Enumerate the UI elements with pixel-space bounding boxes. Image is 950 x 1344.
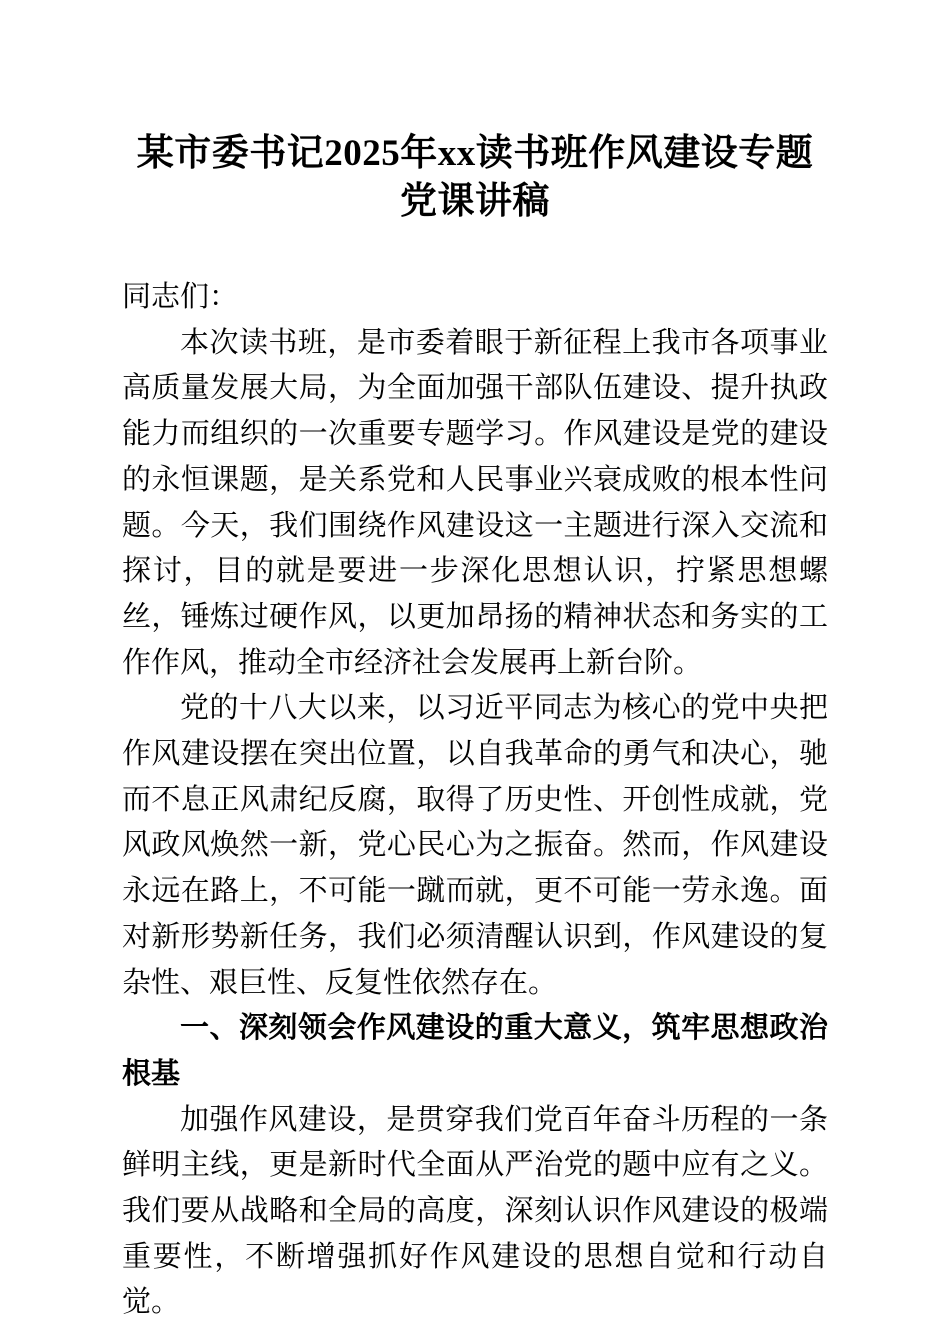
section-heading-1: 一、深刻领会作风建设的重大意义，筑牢思想政治根基: [122, 1012, 828, 1090]
document-body: [122, 275, 828, 1326]
paragraph-background: 党的十八大以来，以习近平同志为核心的党中央把作风建设摆在突出位置，以自我革命的勇气和决心，驰而不息正风肃纪反腐，取得了历史性、开创性成就，党风政风焕然一新，党心民心为之振奋。然而，作风建设永远在路上，不可能一蹴而就，更不可能一劳永逸。面对新形势新任务，我们必须清醒认识到，作风建设的复杂性、艰巨性、反复性依然存在。: [122, 692, 828, 999]
paragraph-section-1-body: 加强作风建设，是贯穿我们党百年奋斗历程的一条鲜明主线，更是新时代全面从严治党的题中应有之义。我们要从战略和全局的高度，深刻认识作风建设的极端重要性，不断增强抓好作风建设的思想自觉和行动自觉。: [122, 1103, 828, 1319]
salutation-line: 同志们：: [122, 281, 239, 313]
document-title: 某市委书记2025年xx读书班作风建设专题党课讲稿: [136, 133, 814, 222]
paragraph-intro: 本次读书班，是市委着眼于新征程上我市各项事业高质量发展大局，为全面加强干部队伍建设、提升执政能力而组织的一次重要专题学习。作风建设是党的建设的永恒课题，是关系党和人民事业兴衰成败的根本性问题。今天，我们围绕作风建设这一主题进行深入交流和探讨，目的就是要进一步深化思想认识，拧紧思想螺丝，锤炼过硬作风，以更加昂扬的精神状态和务实的工作作风，推动全市经济社会发展再上新台阶。: [122, 326, 828, 679]
